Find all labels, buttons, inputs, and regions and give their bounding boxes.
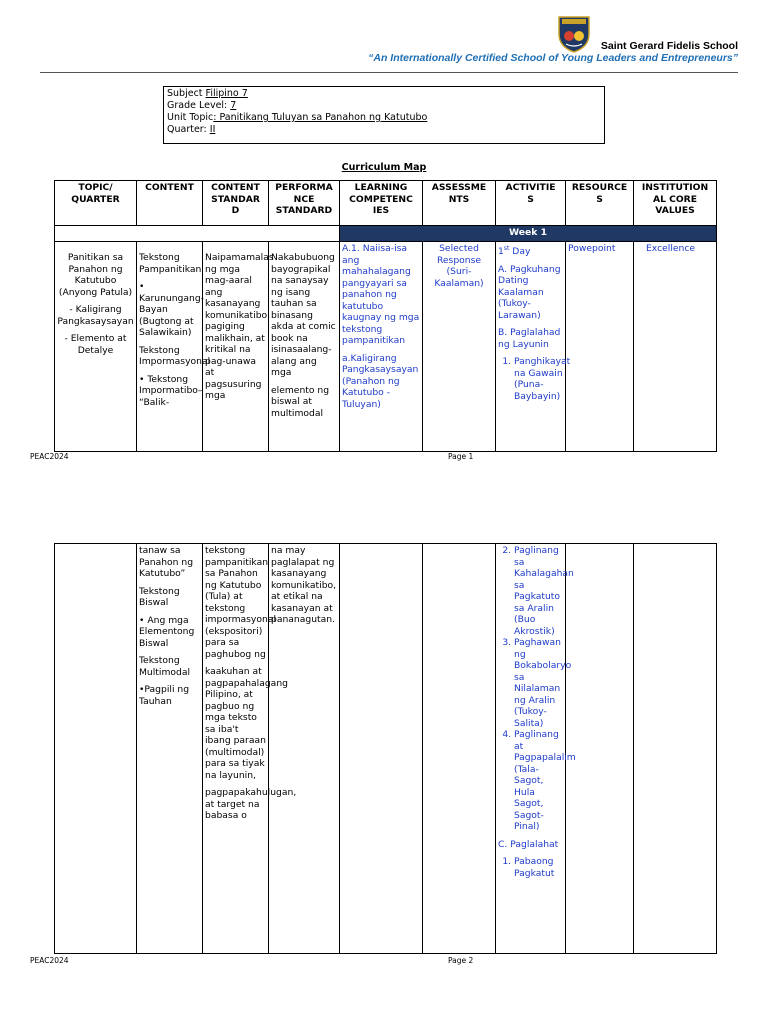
subject-line bbox=[167, 88, 601, 100]
content-text: Tekstong Impormasyonal bbox=[139, 344, 211, 367]
activity-list-item: 1. Pabaong Pagkatut bbox=[514, 856, 563, 879]
topic-cell bbox=[55, 242, 137, 452]
curriculum-table-page1 bbox=[54, 180, 717, 452]
school-motto: “An Internationally Certified School of Young Leaders and Entrepreneurs” bbox=[368, 52, 738, 64]
grade-line bbox=[167, 100, 601, 112]
content-text: •Pagpili ng Tauhan bbox=[139, 684, 190, 707]
col-header: ASSESSME NTS bbox=[423, 181, 496, 226]
competency-text: a.Kaligirang Pangkasaysayan (Panahon ng Katutubo - Tuluyan) bbox=[342, 352, 419, 410]
activity-list-item: 1. Panghikayat na Gawain (Puna-Baybayin) bbox=[514, 356, 563, 402]
subject-value: Filipino 7 bbox=[205, 88, 248, 99]
activity-list-item: 2. Paglinang sa Kahalagahan sa Pagkatuto sa Aralin (Buo Akrostik) bbox=[514, 545, 563, 637]
unit-line bbox=[167, 112, 601, 124]
resources-cell bbox=[566, 544, 634, 954]
assessment-cell bbox=[423, 242, 496, 452]
content-text: Tekstong Pampanitikan bbox=[139, 252, 202, 275]
col-header: LEARNING COMPETENC IES bbox=[340, 181, 423, 226]
grade-label: Grade Level: bbox=[167, 100, 231, 111]
subject-label: Subject bbox=[167, 88, 206, 99]
col-header: INSTITUTION AL CORE VALUES bbox=[634, 181, 717, 226]
content-standard-cell bbox=[203, 242, 274, 452]
resources-cell bbox=[566, 242, 634, 452]
competencies-cell bbox=[340, 242, 423, 452]
competencies-cell bbox=[340, 544, 423, 954]
quarter-value: II bbox=[209, 124, 216, 135]
table-row bbox=[55, 544, 717, 954]
content-text: tanaw sa Panahon ng Katutubo” bbox=[139, 545, 194, 579]
performance-standard-text: na may paglalapat ng kasanayang komunikatibo, at etikal na kasanayan at pananagutan. bbox=[271, 545, 337, 625]
content-standard-text: kaakuhan at pagpapahalagang Pilipino, at pagbuo ng mga teksto sa iba't ibang paraan (multimodal) para sa tiyak na layunin, bbox=[205, 666, 288, 781]
activity-list-item: 4. Paglinang at Pagpapalalim (Tala-Sagot, Hula Sagot, Sagot-Pinal) bbox=[514, 729, 563, 833]
values-text: Excellence bbox=[646, 243, 696, 254]
page-title: Curriculum Map bbox=[341, 162, 427, 173]
content-standard-text: Naipamamalas ng mga mag-aaral ang kasanayang komunikatibo, pagiging malikhain, at kritikal na pag-unawa at pagsusuring mga bbox=[205, 252, 274, 401]
grade-value: 7 bbox=[230, 100, 237, 111]
day-word: Day bbox=[509, 246, 531, 258]
values-cell bbox=[634, 242, 717, 452]
col-header: CONTENT STANDAR D bbox=[203, 181, 269, 226]
resources-text: Powepoint bbox=[568, 243, 616, 254]
table-row bbox=[55, 242, 717, 452]
col-header: TOPIC/ QUARTER bbox=[55, 181, 137, 226]
footer-page-number: Page 2 bbox=[448, 956, 474, 965]
performance-standard-text: Nakabubuong bayograpikal na sanaysay ng isang tauhan sa binasang akda at comic book na isinasaalang-alang ang mga bbox=[271, 252, 336, 378]
footer-page-number: Page 1 bbox=[448, 452, 474, 461]
activities-cell bbox=[496, 242, 571, 452]
activities-cell bbox=[496, 544, 576, 954]
topic-text: Panitikan sa Panahon ng Katutubo (Anyong Patula) bbox=[58, 252, 133, 298]
performance-standard-text: elemento ng biswal at multimodal bbox=[271, 384, 330, 419]
quarter-label: Quarter: bbox=[167, 124, 210, 135]
col-header: ACTIVITIE S bbox=[496, 181, 566, 226]
col-header: PERFORMA NCE STANDARD bbox=[269, 181, 340, 226]
day-number: 1 bbox=[498, 246, 504, 258]
competency-text: A.1. Naiisa-isa ang mahahalagang pangyayari sa panahon ng katutubo kaugnay ng mga tekstong pampanitikan bbox=[342, 243, 420, 346]
curriculum-table-page2 bbox=[54, 543, 717, 954]
values-cell bbox=[634, 544, 717, 954]
col-header: CONTENT bbox=[137, 181, 203, 226]
school-name: Saint Gerard Fidelis School bbox=[600, 40, 738, 52]
unit-label: Unit Topic bbox=[167, 112, 214, 123]
topic-text: - Kaligirang Pangkasaysayan bbox=[57, 304, 134, 327]
performance-standard-cell bbox=[269, 242, 340, 452]
week-label: Week 1 bbox=[340, 226, 717, 242]
activity-text: A. Pagkuhang Dating Kaalaman (Tukoy-Larawan) bbox=[498, 263, 561, 321]
day-label bbox=[498, 243, 563, 258]
content-text: • Karunungang-Bayan (Bugtong at Salawikain) bbox=[139, 281, 204, 338]
quarter-line bbox=[167, 124, 601, 136]
col-header: RESOURCE S bbox=[566, 181, 634, 226]
content-text: • Tekstong Impormatibo– “Balik- bbox=[139, 373, 203, 408]
assessment-cell bbox=[423, 544, 496, 954]
assessment-text: Selected Response (Suri-Kaalaman) bbox=[434, 243, 484, 289]
content-standard-cell bbox=[203, 544, 297, 954]
content-standard-text: tekstong pampanitikan sa Panahon ng Katutubo (Tula) at tekstong impormasyonal (ekspositori) para sa paghubog ng bbox=[205, 545, 277, 660]
footer-left: PEAC2024 bbox=[30, 956, 69, 965]
activity-text: C. Paglalahat bbox=[498, 838, 559, 850]
footer-left: PEAC2024 bbox=[30, 452, 69, 461]
activity-text: B. Paglalahad ng Layunin bbox=[498, 327, 561, 350]
activity-list-item: 3. Paghawan ng Bokabolaryo sa Nilalaman ng Aralin (Tukoy-Salita) bbox=[514, 637, 563, 729]
topic-cell bbox=[55, 544, 137, 954]
unit-value: : Panitikang Tuluyan sa Panahon ng Katutubo bbox=[213, 112, 428, 123]
content-text: Tekstong Biswal bbox=[139, 585, 180, 608]
subject-info-box bbox=[163, 86, 605, 144]
performance-standard-cell bbox=[269, 544, 340, 954]
content-standard-text: pagpapakahulugan, at target na babasa o bbox=[205, 787, 297, 821]
content-cell bbox=[137, 242, 211, 452]
topic-text: - Elemento at Detalye bbox=[64, 333, 127, 356]
content-text: Tekstong Multimodal bbox=[139, 655, 191, 678]
week-row bbox=[55, 226, 717, 242]
header-divider bbox=[40, 72, 738, 73]
content-cell bbox=[137, 544, 203, 954]
school-logo bbox=[556, 14, 592, 54]
header-row bbox=[55, 181, 717, 226]
day-suffix: st bbox=[503, 245, 510, 252]
content-text: • Ang mga Elementong Biswal bbox=[139, 614, 195, 649]
week-blank bbox=[55, 226, 340, 242]
